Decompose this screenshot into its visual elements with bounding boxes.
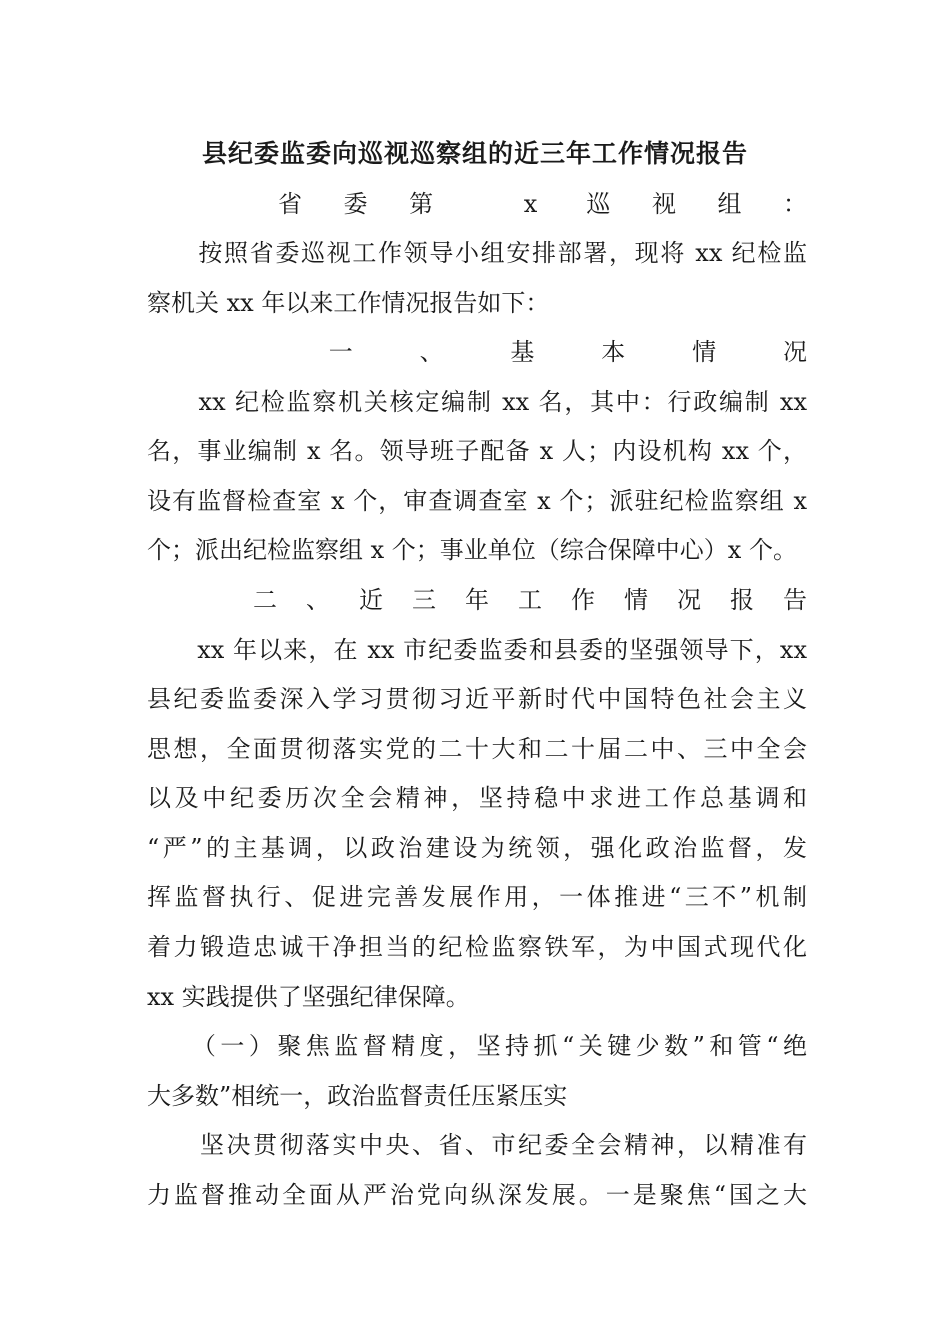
paragraph-line: 思想，全面贯彻落实党的二十大和二十届二中、三中全会	[147, 735, 807, 763]
subsection-heading-1-cont: 大多数”相统一，政治监督责任压紧压实	[147, 1082, 568, 1110]
section-heading-2: 二、近三年工作情况报告	[147, 586, 807, 614]
paragraph-line: “严”的主基调，以政治建设为统领，强化政治监督，发	[147, 834, 807, 862]
intro-line-2: 察机关 xx 年以来工作情况报告如下：	[147, 289, 550, 317]
subsection-heading-1: （一）聚焦监督精度，坚持抓“关键少数”和管“绝	[147, 1032, 807, 1060]
paragraph-line: xx 纪检监察机关核定编制 xx 名，其中：行政编制 xx	[147, 388, 807, 416]
paragraph-line: 县纪委监委深入学习贯彻习近平新时代中国特色社会主义	[147, 685, 807, 713]
paragraph-line: 个；派出纪检监察组 x 个；事业单位（综合保障中心）x 个。	[147, 536, 797, 564]
paragraph-line: xx 年以来，在 xx 市纪委监委和县委的坚强领导下，xx	[147, 636, 807, 664]
paragraph-line: 名，事业编制 x 名。领导班子配备 x 人；内设机构 xx 个，	[147, 437, 807, 465]
paragraph-line: 坚决贯彻落实中央、省、市纪委全会精神，以精准有	[147, 1131, 807, 1159]
paragraph-line: 设有监督检查室 x 个，审查调查室 x 个；派驻纪检监察组 x	[147, 487, 807, 515]
paragraph-line: 着力锻造忠诚干净担当的纪检监察铁军，为中国式现代化	[147, 933, 807, 961]
paragraph-line: xx 实践提供了坚强纪律保障。	[147, 983, 470, 1011]
document-title: 县纪委监委向巡视巡察组的近三年工作情况报告	[201, 139, 748, 168]
paragraph-line: 以及中纪委历次全会精神，坚持稳中求进工作总基调和	[147, 784, 807, 812]
salutation: 省委第 x 巡视组：	[147, 190, 807, 218]
paragraph-line: 力监督推动全面从严治党向纵深发展。一是聚焦“国之大	[147, 1181, 807, 1209]
paragraph-line: 挥监督执行、促进完善发展作用，一体推进“三不”机制	[147, 883, 807, 911]
intro-line-1: 按照省委巡视工作领导小组安排部署，现将 xx 纪检监	[147, 239, 807, 267]
section-heading-1: 一、基本情况	[147, 338, 807, 366]
